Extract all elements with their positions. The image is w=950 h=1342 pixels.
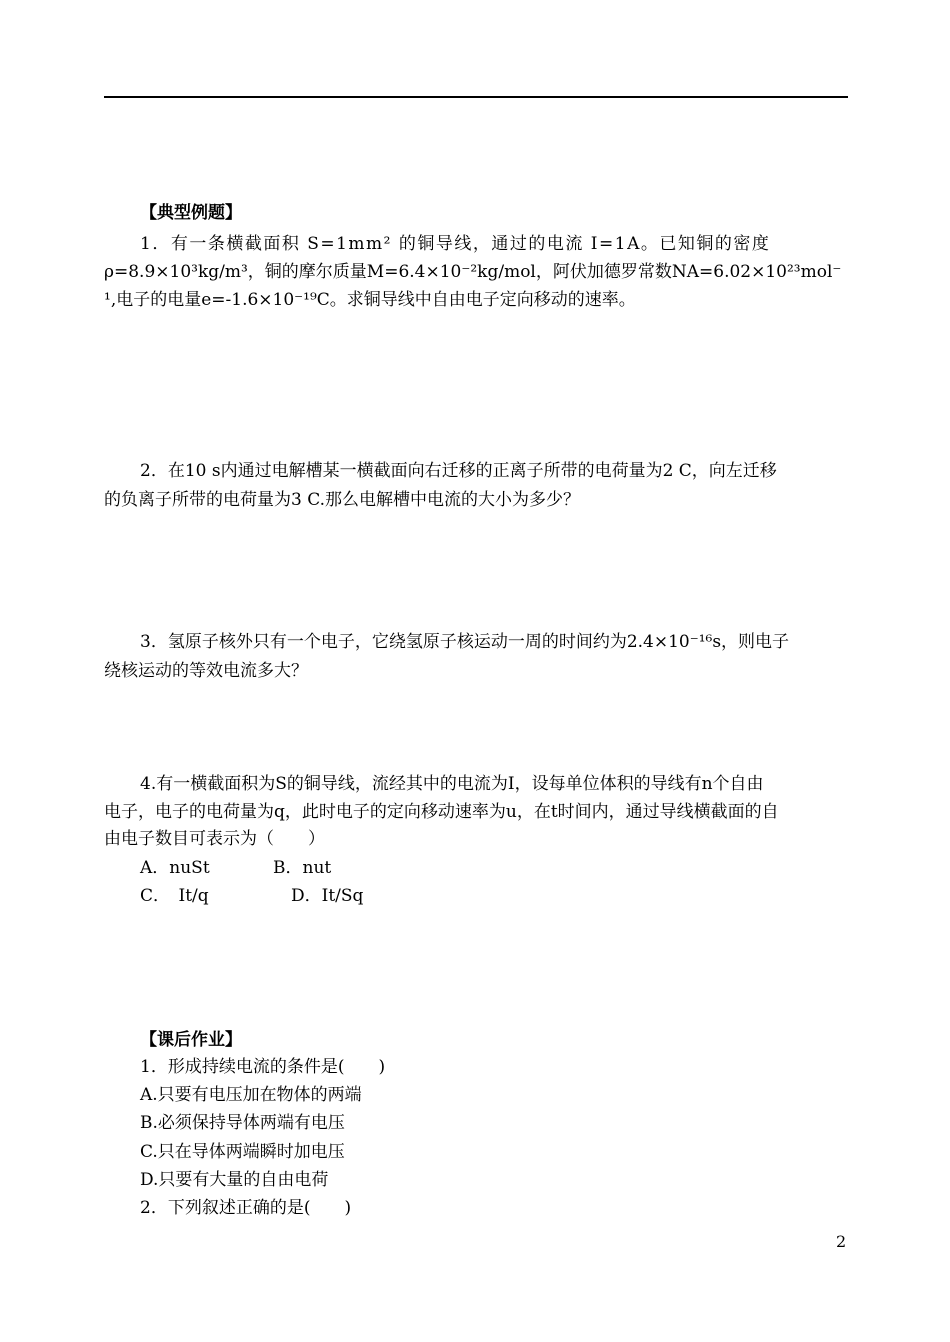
q1-line3: ¹,电子的电量e=-1.6×10⁻¹⁹C。求铜导线中自由电子定向移动的速率。 <box>104 290 636 310</box>
q4-option-a: A．nuSt <box>140 858 210 878</box>
page-number: 2 <box>836 1232 847 1251</box>
section-title-examples: 【典型例题】 <box>140 203 242 223</box>
q1-line1: 1．有一条横截面积 S=1mm² 的铜导线，通过的电流 I=1A。已知铜的密度 <box>140 234 771 254</box>
q2-line2: 的负离子所带的电荷量为3 C.那么电解槽中电流的大小为多少？ <box>104 490 581 510</box>
q1-line2: ρ=8.9×10³kg/m³，铜的摩尔质量M=6.4×10⁻²kg/mol，阿伏加德罗常数NA=6.02×10²³mol⁻ <box>104 262 842 282</box>
q4-option-b: B．nut <box>273 858 332 878</box>
q4-option-c: C． It/q <box>140 886 209 906</box>
hw-q1-stem: 1．形成持续电流的条件是( ) <box>140 1057 386 1077</box>
hw-q1-option-b: B.必须保持导体两端有电压 <box>140 1113 345 1133</box>
hw-q2-stem: 2．下列叙述正确的是( ) <box>140 1198 352 1218</box>
q3-line2: 绕核运动的等效电流多大？ <box>104 661 308 681</box>
q4-line1: 4.有一横截面积为S的铜导线，流经其中的电流为I，设每单位体积的导线有n个自由 <box>140 774 764 794</box>
hw-q1-option-c: C.只在导体两端瞬时加电压 <box>140 1142 345 1162</box>
q4-line2: 电子，电子的电荷量为q，此时电子的定向移动速率为u，在t时间内，通过导线横截面的自 <box>104 802 779 822</box>
q4-line3: 由电子数目可表示为（ ） <box>104 829 325 849</box>
hw-q1-option-d: D.只要有大量的自由电荷 <box>140 1170 329 1190</box>
q4-option-d: D．It/Sq <box>291 886 364 906</box>
section-title-homework: 【课后作业】 <box>140 1030 242 1050</box>
q2-line1: 2．在10 s内通过电解槽某一横截面向右迁移的正离子所带的电荷量为2 C，向左迁移 <box>140 461 777 481</box>
q3-line1: 3．氢原子核外只有一个电子，它绕氢原子核运动一周的时间约为2.4×10⁻¹⁶s，则电子 <box>140 632 790 652</box>
hw-q1-option-a: A.只要有电压加在物体的两端 <box>140 1085 362 1105</box>
header-rule <box>104 96 848 98</box>
